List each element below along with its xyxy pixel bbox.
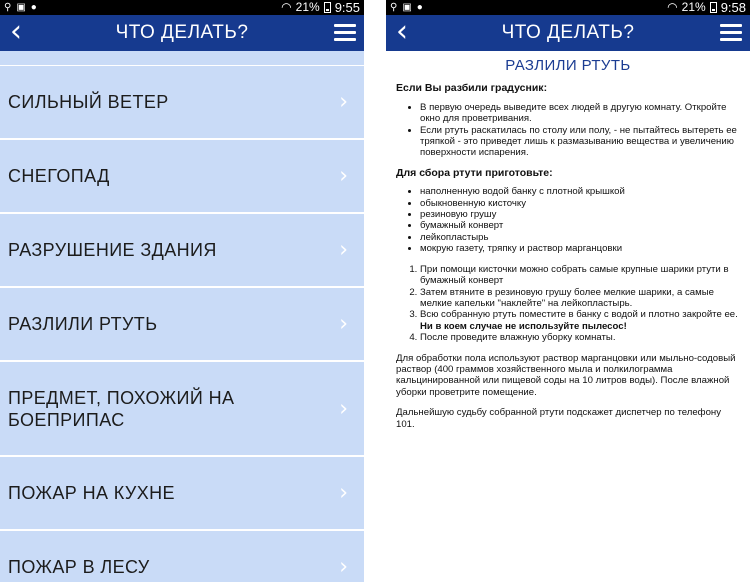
image-icon: ▣ — [16, 2, 26, 13]
battery-icon — [710, 2, 717, 13]
status-right — [281, 0, 360, 15]
menu-item-snowfall[interactable] — [0, 140, 364, 214]
list-item: 1. При помощи кисточки можно собрать самые крупные шарики ртути в бумажный конверт — [420, 264, 740, 287]
menu-item-label: ПРЕДМЕТ, ПОХОЖИЙ НА БОЕПРИПАС — [8, 387, 235, 430]
chevron-right-icon: › — [339, 480, 348, 506]
paragraph: Дальнейшую судьбу собранной ртути подскажет диспетчер по телефону 101. — [396, 407, 722, 430]
chevron-right-icon: › — [339, 163, 348, 189]
warning-text: Ни в коем случае не используйте пылесос! — [420, 320, 627, 332]
menu-item-strong-wind[interactable] — [0, 66, 364, 140]
menu-item-forest-fire[interactable] — [0, 531, 364, 582]
chevron-right-icon: › — [339, 554, 348, 580]
wifi-icon: ◠ — [667, 0, 678, 14]
bullet-list — [396, 102, 740, 159]
chat-icon: ● — [416, 2, 423, 13]
chevron-right-icon: › — [339, 311, 348, 337]
menu-item-ordnance[interactable] — [0, 362, 364, 457]
chevron-right-icon: › — [339, 89, 348, 115]
screen-article — [386, 0, 750, 582]
list-item: • В первую очередь выведите всех людей в другую комнату. Откройте окно для проветривания. — [420, 102, 740, 125]
clock: 9:58 — [720, 0, 746, 15]
list-item: • лейкопластырь — [420, 232, 740, 243]
clock: 9:55 — [334, 0, 360, 15]
app-bar — [0, 15, 364, 51]
menu-item-mercury-spill[interactable] — [0, 288, 364, 362]
list-item — [420, 309, 740, 332]
wifi-icon: ◠ — [281, 0, 292, 14]
menu-item-building-collapse[interactable] — [0, 214, 364, 288]
chevron-right-icon: › — [339, 237, 348, 263]
list-item: • резиновую грушу — [420, 209, 740, 220]
list-item: • бумажный конверт — [420, 220, 740, 231]
menu-item-label: СИЛЬНЫЙ ВЕТЕР — [8, 92, 169, 112]
menu-item-label: СНЕГОПАД — [8, 166, 110, 186]
app-title: ЧТО ДЕЛАТЬ? — [501, 22, 635, 43]
screen-menu — [0, 0, 364, 582]
list-item: 4. После проведите влажную уборку комнаты. — [420, 332, 740, 343]
menu-list — [0, 51, 364, 582]
list-item: • мокрую газету, тряпку и раствор марганцовки — [420, 243, 740, 254]
article-content — [386, 51, 750, 439]
section-heading: Для сбора ртути приготовьте: — [396, 166, 553, 179]
list-top-edge — [0, 51, 364, 66]
menu-item-label: ПОЖАР НА КУХНЕ — [8, 483, 175, 503]
menu-item-label: ПОЖАР В ЛЕСУ — [8, 557, 150, 577]
notification-icons — [390, 0, 423, 15]
list-item: • наполненную водой банку с плотной крышкой — [420, 186, 740, 197]
usb-icon: ⚲ — [390, 2, 398, 13]
section-heading: Если Вы разбили градусник: — [396, 82, 548, 95]
battery-icon — [324, 2, 331, 13]
chevron-right-icon: › — [339, 396, 348, 421]
app-bar — [386, 15, 750, 51]
step-text: Всю собранную ртуть поместите в банку с водой и плотно закройте ее. — [420, 309, 738, 321]
battery-percent: 21% — [295, 0, 320, 14]
notification-icons — [4, 0, 37, 15]
status-right — [667, 0, 746, 15]
menu-item-label: РАЗРУШЕНИЕ ЗДАНИЯ — [8, 240, 217, 260]
app-title: ЧТО ДЕЛАТЬ? — [115, 22, 249, 43]
image-icon: ▣ — [402, 2, 412, 13]
hamburger-menu-button[interactable] — [720, 24, 742, 42]
list-item: 2. Затем втяните в резиновую грушу более мелкие шарики, а самые мелкие капельки "наклейте" на лейкопластырь. — [420, 287, 740, 310]
status-bar — [0, 0, 364, 15]
chevron-left-icon: ‹ — [396, 14, 408, 49]
list-item: • обыкновенную кисточку — [420, 198, 740, 209]
chevron-left-icon: ‹ — [10, 14, 22, 49]
supplies-list — [396, 186, 740, 254]
usb-icon: ⚲ — [4, 2, 12, 13]
menu-item-label: РАЗЛИЛИ РТУТЬ — [8, 314, 158, 334]
hamburger-menu-button[interactable] — [334, 24, 356, 42]
list-item: • Если ртуть раскатилась по столу или полу, - не пытайтесь вытереть ее тряпкой - это приведет лишь к размазыванию вещества и увеличению поверхности испарения. — [420, 125, 740, 159]
battery-percent: 21% — [681, 0, 706, 14]
chat-icon: ● — [30, 2, 37, 13]
menu-item-kitchen-fire[interactable] — [0, 457, 364, 531]
paragraph: Для обработки пола используют раствор марганцовки или мыльно-содовый раствор (400 граммов хозяйственного мыла и полкилограмма кальцинированной или пищевой соды на 10 литров воды). После влажной уборки проветрите помещение. — [396, 352, 736, 398]
steps-list — [396, 264, 740, 344]
article-title: РАЗЛИЛИ РТУТЬ — [505, 57, 631, 74]
status-bar — [386, 0, 750, 15]
